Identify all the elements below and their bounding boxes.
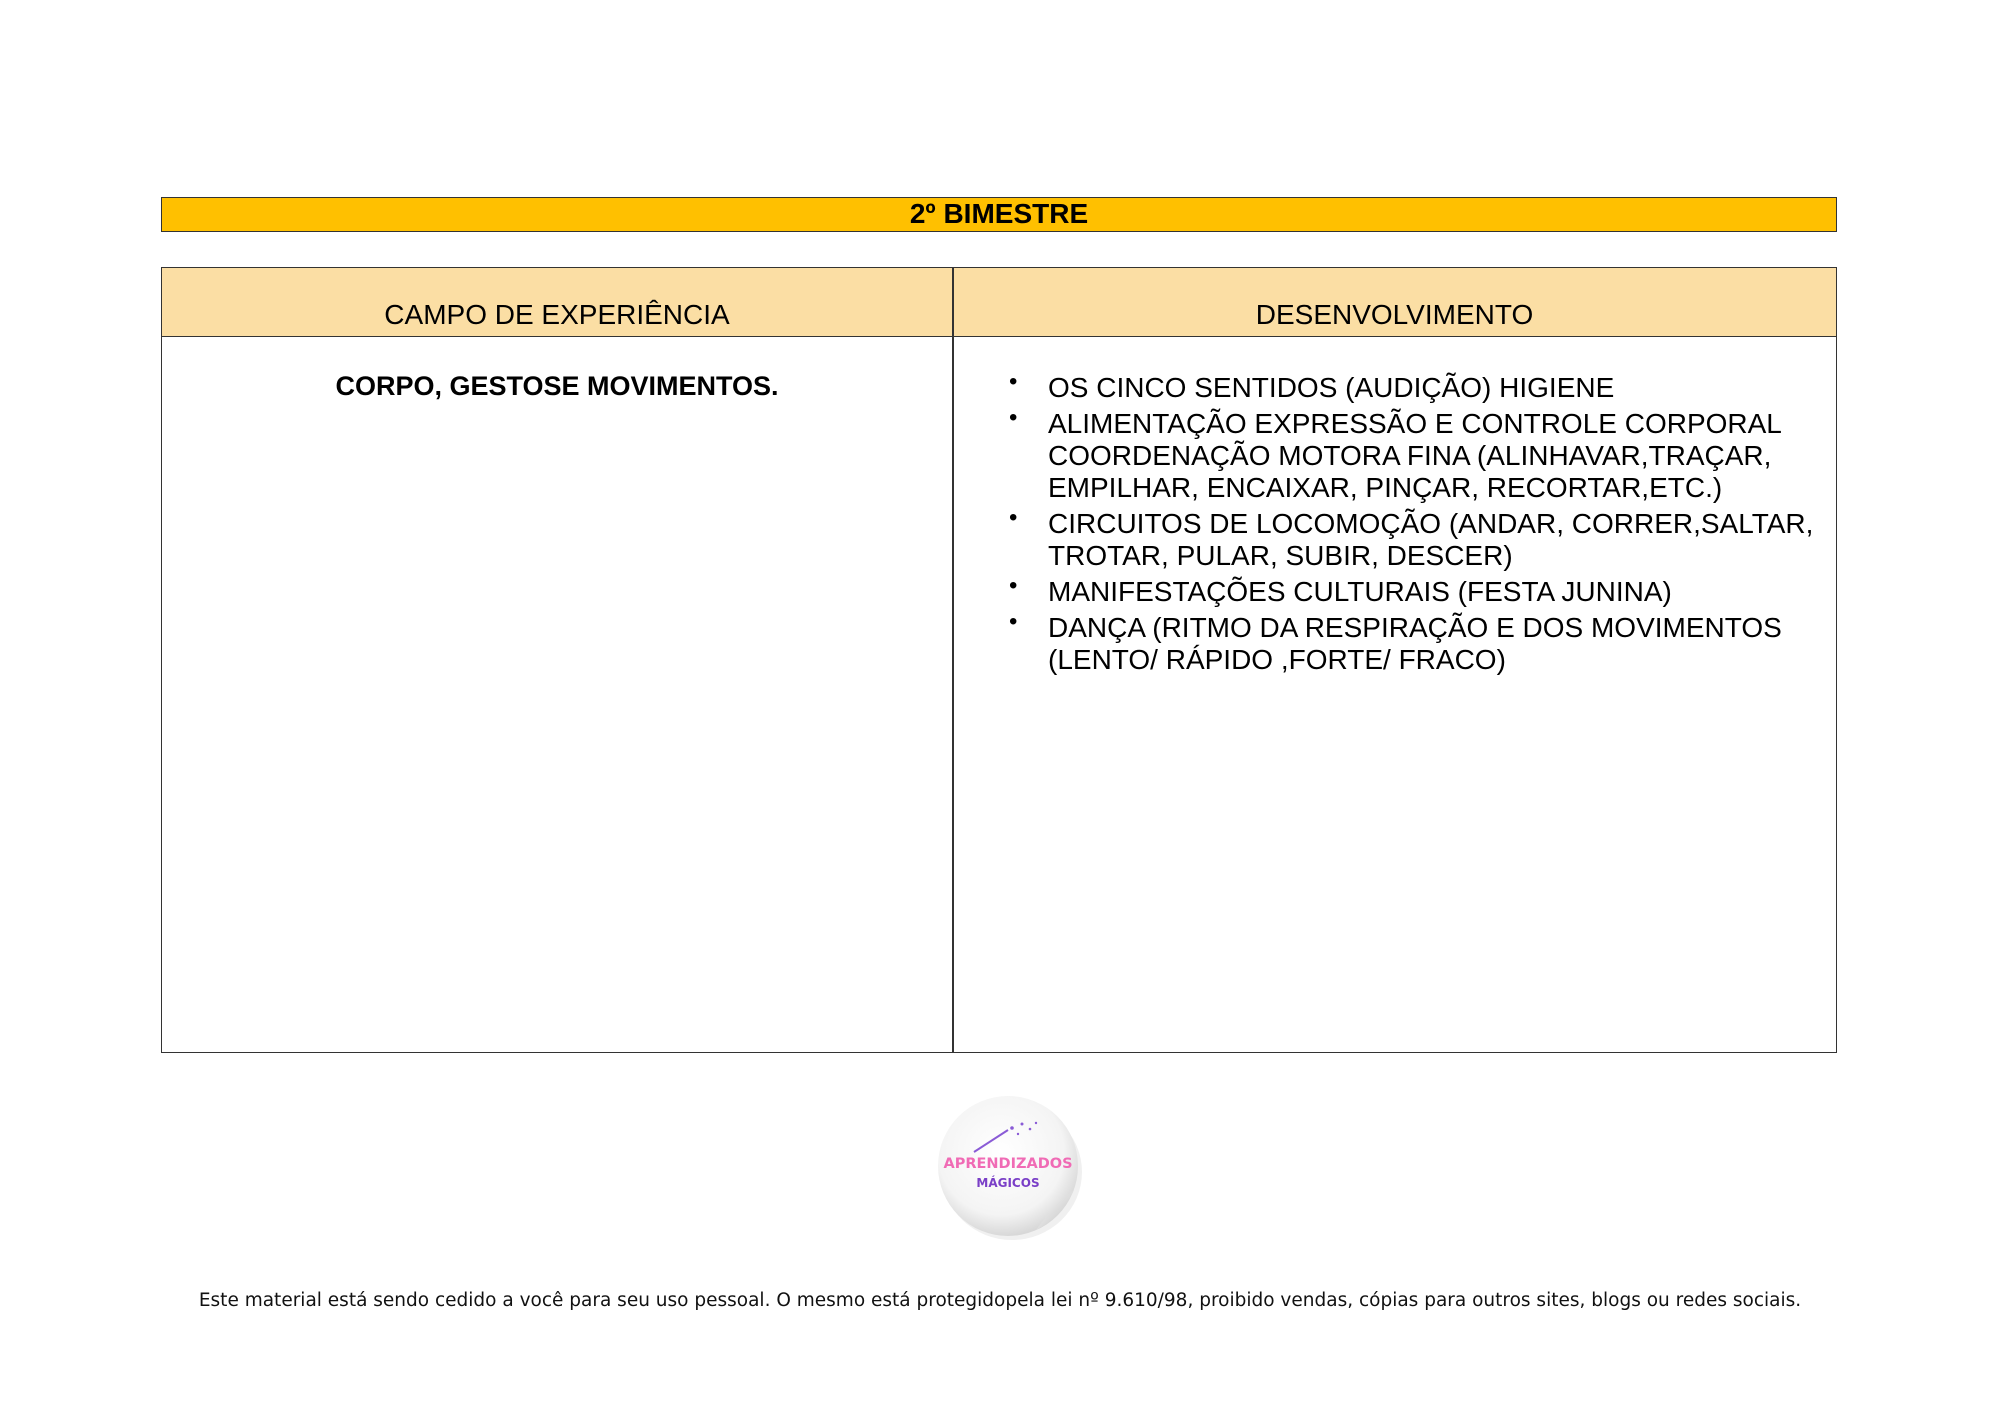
list-item-text: DANÇA (RITMO DA RESPIRAÇÃO E DOS MOVIMENTOS (LENTO/ RÁPIDO ,FORTE/ FRACO) [1048, 612, 1782, 675]
bullet-icon: • [1009, 368, 1018, 395]
list-item [1009, 608, 1829, 676]
list-item [1009, 504, 1829, 572]
copyright-notice: Este material está sendo cedido a você para seu uso pessoal. O mesmo está protegidopela lei nº 9.610/98, proibido vendas, cópias para outros sites, blogs ou redes sociais. [198, 1290, 1802, 1311]
campo-value: CORPO, GESTOSE MOVIMENTOS. [335, 371, 779, 401]
list-item [1009, 368, 1829, 404]
list-item-text: CIRCUITOS DE LOCOMOÇÃO (ANDAR, CORRER,SALTAR, TROTAR, PULAR, SUBIR, DESCER) [1048, 508, 1814, 571]
experience-table [161, 267, 1837, 1053]
column-divider [952, 268, 954, 1052]
bullet-icon: • [1009, 504, 1018, 531]
bullet-icon: • [1009, 608, 1018, 635]
sticker-logo-icon [932, 1090, 1084, 1240]
aprendizados-magicos-logo [932, 1090, 1084, 1240]
logo-line1-text: APRENDIZADOS [943, 1156, 1073, 1172]
list-item [1009, 572, 1829, 608]
list-item-text: MANIFESTAÇÕES CULTURAIS (FESTA JUNINA) [1048, 576, 1672, 607]
bullet-icon: • [1009, 572, 1018, 599]
campo-header: CAMPO DE EXPERIÊNCIA [384, 299, 730, 330]
bimestre-title: 2º BIMESTRE [161, 197, 1837, 232]
desenvolvimento-list [1009, 368, 1829, 680]
list-item [1009, 404, 1829, 504]
desenvolvimento-header: DESENVOLVIMENTO [1255, 299, 1534, 330]
logo-line2-text: MÁGICOS [976, 1176, 1040, 1190]
bullet-icon: • [1009, 404, 1018, 431]
list-item-text: ALIMENTAÇÃO EXPRESSÃO E CONTROLE CORPORAL COORDENAÇÃO MOTORA FINA (ALINHAVAR,TRAÇAR, EMPILHAR, ENCAIXAR, PINÇAR, RECORTAR,ETC.) [1048, 408, 1781, 503]
list-item-text: OS CINCO SENTIDOS (AUDIÇÃO) HIGIENE [1048, 372, 1615, 403]
table-header-row [162, 268, 1836, 337]
